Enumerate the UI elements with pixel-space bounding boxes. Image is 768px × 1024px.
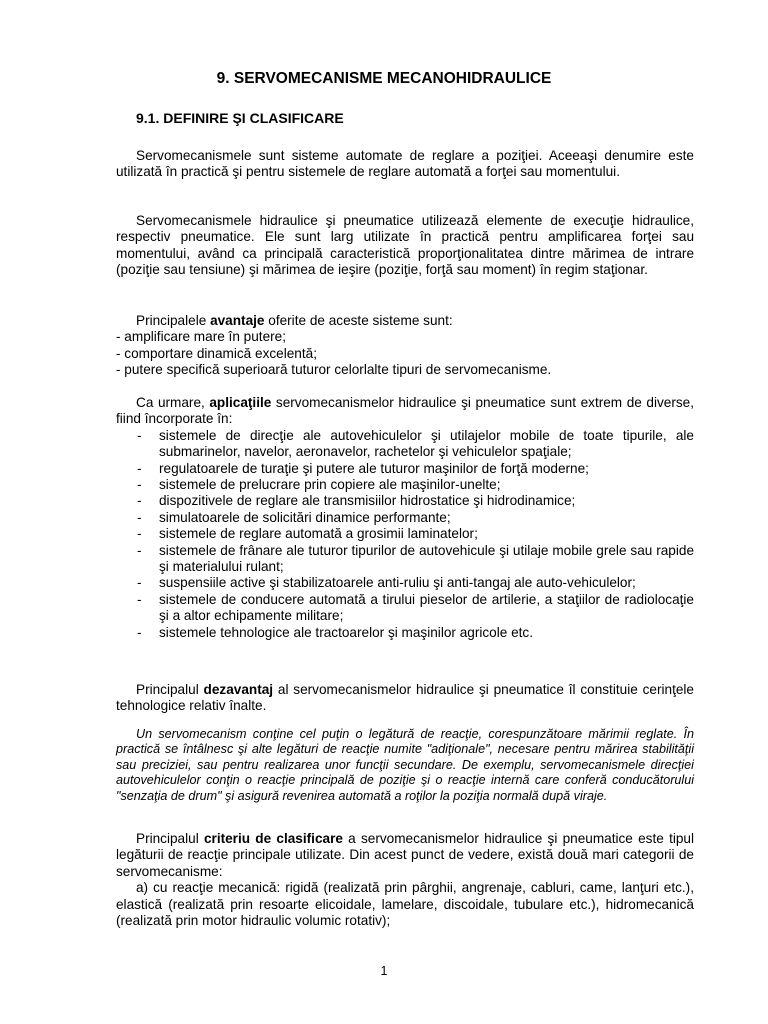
list-item-text: sistemele de conducere automată a tirului pieselor de artilerie, a staţiilor de radiolocaţie şi a altor echipamente militare; bbox=[159, 591, 694, 624]
paragraph-definition bbox=[116, 148, 694, 181]
list-item bbox=[116, 625, 694, 641]
italic-note: Un servomecanism conţine cel puţin o legătură de reacţie, corespunzătoare mărimii reglate. În practică se întâlnesc şi alte legături de reacţie numite "adiţionale", necesare pentru mărirea stabilităţii sau preciziei, sau pentru realizarea unor funcţii secundare. De exemplu, servomecanismele direcţiei autovehiculelor conţin o reacţie principală de poziţie şi o reacţie internă care conferă conducătorului "senzaţia de drum" şi asigură revenirea automată a roţilor la poziţia normală după viraje. bbox=[116, 727, 694, 803]
text-run: Principalele bbox=[136, 313, 211, 328]
list-item bbox=[116, 477, 694, 493]
dash-marker: - bbox=[137, 427, 142, 443]
dash-marker: - bbox=[137, 460, 142, 476]
text-run: Principalul bbox=[136, 831, 204, 846]
text-run: servomecanismelor hidraulice şi pneumatice sunt extrem de diverse, fiind încorporate în: bbox=[116, 395, 694, 427]
list-item-text: sistemele de frânare ale tuturor tipurilor de autovehicule şi utilaje mobile grele sau rapide şi materialului rulant; bbox=[159, 542, 694, 575]
paragraph-text bbox=[116, 395, 694, 428]
dash-marker: - bbox=[137, 526, 142, 542]
list-item-text: sistemele de direcţie ale autovehiculelor şi utilajelor mobile de toate tipurile, ale submarinelor, navelor, aeronavelor, rachetelor şi vehiculelor spaţiale; bbox=[159, 427, 694, 460]
text-run: Principalul bbox=[136, 682, 204, 697]
list-item bbox=[116, 510, 694, 526]
dash-marker: - bbox=[137, 542, 142, 558]
list-item: - amplificare mare în putere; bbox=[116, 329, 286, 345]
bold-term: avantaje bbox=[210, 313, 265, 328]
paragraph-text: a) cu reacţie mecanică: rigidă (realizată prin pârghii, angrenaje, cabluri, came, lanţuri etc.), elastică (realizată prin resoarte elicoidale, lamelare, discoidale, tubulare etc.), hidromecanică (realizată prin motor hidraulic volumic rotativ); bbox=[116, 880, 694, 929]
list-item: - comportare dinamică excelentă; bbox=[116, 345, 317, 361]
bold-term: dezavantaj bbox=[203, 682, 274, 697]
bold-term: aplicaţiile bbox=[209, 395, 272, 410]
list-item bbox=[116, 428, 694, 461]
chapter-title: 9. SERVOMECANISME MECANOHIDRAULICE bbox=[216, 70, 552, 87]
list-item bbox=[116, 543, 694, 576]
list-item-text: sistemele de reglare automată a grosimii laminatelor; bbox=[159, 526, 478, 542]
note-block bbox=[116, 727, 694, 804]
dash-marker: - bbox=[137, 477, 142, 493]
paragraph-text: Servomecanismele sunt sisteme automate de reglare a poziţiei. Aceeaşi denumire este utilizată în practică şi pentru sistemele de reglare automată a forţei sau momentului. bbox=[116, 148, 694, 180]
dash-marker: - bbox=[137, 575, 142, 591]
page-number: 1 bbox=[380, 964, 388, 978]
paragraph-applications bbox=[116, 395, 694, 641]
list-item-text: sistemele tehnologice ale tractoarelor şi maşinilor agricole etc. bbox=[159, 624, 534, 640]
paragraph-text bbox=[116, 831, 694, 880]
paragraph-text: Servomecanismele hidraulice şi pneumatice utilizează elemente de execuţie hidraulice, respectiv pneumatice. Ele sunt larg utilizate în practică pentru amplificarea forţei sau momentului, având ca principală caracteristică proporţionalitatea dintre mărimea de intrare (poziţie sau tensiune) şi mărimea de ieşire (poziţie, forţă sau moment) în regim staţionar. bbox=[116, 213, 694, 278]
list-item bbox=[116, 461, 694, 477]
bold-term: criteriu de clasificare bbox=[203, 831, 343, 846]
paragraph-classification bbox=[116, 831, 694, 929]
dash-marker: - bbox=[137, 493, 142, 509]
text-run: al servomecanismelor hidraulice şi pneumatice îl constituie cerinţele tehnologice relativ înalte. bbox=[116, 682, 694, 714]
list-item-text: sistemele de prelucrare prin copiere ale maşinilor-unelte; bbox=[159, 477, 501, 493]
paragraph-text bbox=[116, 313, 694, 329]
list-item bbox=[116, 526, 694, 542]
list-item bbox=[116, 575, 694, 591]
text-run: Ca urmare, bbox=[136, 395, 210, 410]
section-heading: 9.1. DEFINIRE ŞI CLASIFICARE bbox=[136, 110, 344, 126]
paragraph-disadvantage bbox=[116, 682, 694, 715]
dash-marker: - bbox=[137, 509, 142, 525]
dash-marker: - bbox=[137, 591, 142, 607]
list-item-text: simulatoarele de solicitări dinamice performante; bbox=[159, 509, 451, 525]
text-run: oferite de aceste sisteme sunt: bbox=[264, 313, 453, 328]
list-item-text: regulatoarele de turaţie şi putere ale tuturor maşinilor de forţă moderne; bbox=[159, 460, 589, 476]
text-run: a servomecanismelor hidraulice şi pneumatice este tipul legăturii de reacţie principale utilizate. Din acest punct de vedere, există două mari categorii de servomecanisme: bbox=[116, 831, 695, 879]
list-item: - putere specifică superioară tuturor celorlalte tipuri de servomecanisme. bbox=[116, 362, 552, 378]
list-item-text: suspensiile active şi stabilizatoarele anti-ruliu şi anti-tangaj ale auto-vehiculelor; bbox=[159, 575, 636, 591]
paragraph-text bbox=[116, 682, 694, 715]
dash-marker: - bbox=[137, 624, 142, 640]
paragraph-advantages bbox=[116, 313, 694, 379]
list-item bbox=[116, 592, 694, 625]
applications-list bbox=[116, 428, 694, 641]
list-item bbox=[116, 493, 694, 509]
paragraph-hydraulic bbox=[116, 213, 694, 279]
list-item-text: dispozitivele de reglare ale transmisiilor hidrostatice şi hidrodinamice; bbox=[159, 493, 576, 509]
